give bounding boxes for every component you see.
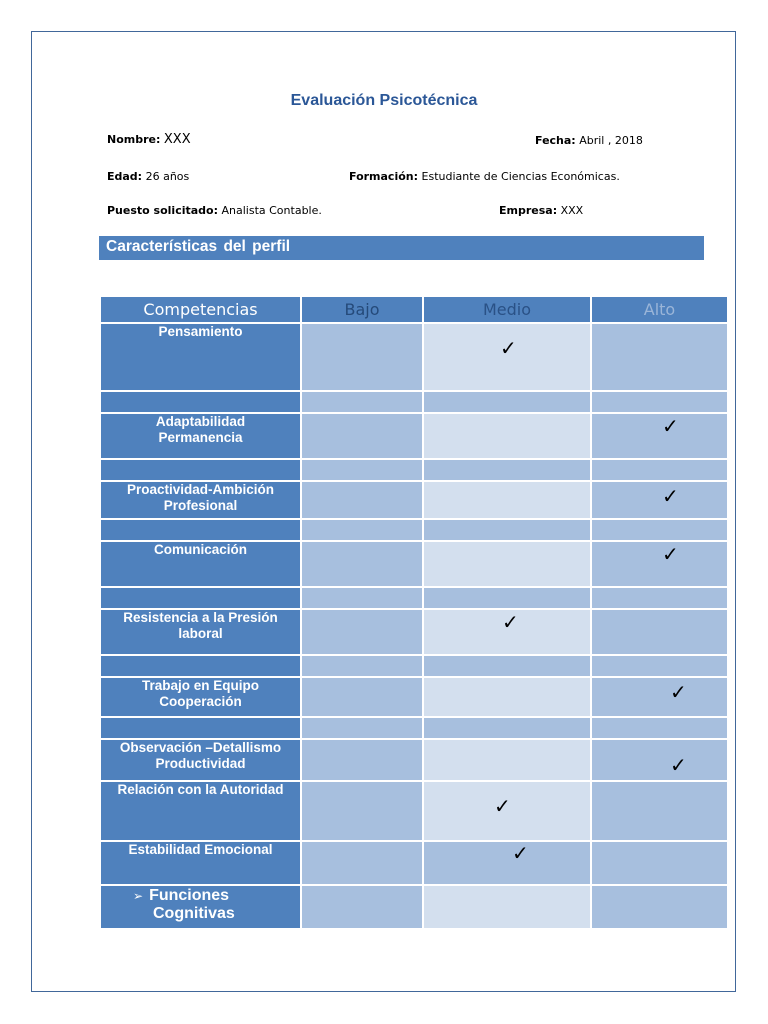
puesto-field <box>107 204 322 217</box>
level-cell-medio <box>423 739 591 781</box>
competencia-name <box>100 541 301 587</box>
table-row <box>100 413 728 459</box>
check-icon: ✓ <box>500 336 517 360</box>
nombre-label: Nombre: <box>107 133 161 146</box>
header-competencias: Competencias <box>100 296 301 323</box>
spacer-cell <box>423 655 591 677</box>
fecha-field <box>535 134 643 147</box>
competencia-name <box>100 481 301 519</box>
competencia-line1: Estabilidad Emocional <box>128 842 273 857</box>
level-cell-alto <box>591 481 728 519</box>
competencia-name <box>100 609 301 655</box>
spacer-row <box>100 391 728 413</box>
header-alto: Alto <box>591 296 728 323</box>
spacer-row <box>100 717 728 739</box>
spacer-cell <box>423 391 591 413</box>
competencia-line1: Trabajo en Equipo <box>141 678 259 693</box>
header-bajo: Bajo <box>301 296 423 323</box>
puesto-label: Puesto solicitado: <box>107 204 218 217</box>
spacer-cell <box>301 655 423 677</box>
competencia-line1: Observación –Detallismo <box>119 740 282 755</box>
competencia-line2: Profesional <box>163 498 238 513</box>
document-title: Evaluación Psicotécnica <box>290 92 478 109</box>
competencia-line1: Relación con la Autoridad <box>117 782 284 797</box>
spacer-cell <box>100 717 301 739</box>
spacer-row <box>100 519 728 541</box>
level-cell-alto <box>591 609 728 655</box>
level-cell-medio <box>423 841 591 885</box>
competencia-line2: Cooperación <box>159 694 242 709</box>
competencia-line2: Cognitivas <box>153 905 235 922</box>
competencia-line1: Adaptabilidad <box>155 414 246 429</box>
level-cell-bajo <box>301 541 423 587</box>
table-row <box>100 677 728 717</box>
spacer-cell <box>591 717 728 739</box>
level-cell-medio <box>423 413 591 459</box>
competencia-name <box>100 885 301 929</box>
spacer-cell <box>301 717 423 739</box>
check-icon: ✓ <box>670 753 687 777</box>
level-cell-alto <box>591 781 728 841</box>
nombre-field <box>107 132 191 147</box>
level-cell-alto <box>591 885 728 929</box>
spacer-cell <box>423 519 591 541</box>
level-cell-bajo <box>301 739 423 781</box>
edad-value: 26 años <box>145 170 190 183</box>
level-cell-bajo <box>301 323 423 391</box>
spacer-row <box>100 587 728 609</box>
table-row <box>100 541 728 587</box>
competencia-line1: Funciones <box>149 887 230 904</box>
level-cell-bajo <box>301 481 423 519</box>
level-cell-alto <box>591 677 728 717</box>
competencia-name <box>100 739 301 781</box>
spacer-cell <box>100 391 301 413</box>
section-title: Características del perfil <box>99 236 704 260</box>
header-medio: Medio <box>423 296 591 323</box>
level-cell-medio <box>423 781 591 841</box>
empresa-value: XXX <box>560 204 584 217</box>
spacer-cell <box>591 655 728 677</box>
spacer-cell <box>591 587 728 609</box>
competencia-line1: Proactividad-Ambición <box>126 482 275 497</box>
spacer-cell <box>301 391 423 413</box>
spacer-cell <box>301 587 423 609</box>
spacer-cell <box>591 459 728 481</box>
check-icon: ✓ <box>502 610 519 634</box>
formacion-value: Estudiante de Ciencias Económicas. <box>421 170 620 183</box>
level-cell-alto <box>591 541 728 587</box>
edad-field <box>107 170 189 183</box>
table-row <box>100 781 728 841</box>
level-cell-bajo <box>301 885 423 929</box>
spacer-cell <box>423 717 591 739</box>
competencia-name <box>100 323 301 391</box>
spacer-cell <box>301 459 423 481</box>
competencia-name <box>100 841 301 885</box>
level-cell-alto <box>591 841 728 885</box>
level-cell-medio <box>423 677 591 717</box>
level-cell-bajo <box>301 609 423 655</box>
competencia-line1: Comunicación <box>153 542 247 557</box>
level-cell-alto <box>591 413 728 459</box>
spacer-cell <box>591 519 728 541</box>
competencia-name <box>100 413 301 459</box>
check-icon: ✓ <box>512 841 529 865</box>
level-cell-bajo <box>301 841 423 885</box>
competencia-name <box>100 781 301 841</box>
competencias-table <box>99 295 729 930</box>
table-row <box>100 481 728 519</box>
spacer-row <box>100 459 728 481</box>
level-cell-medio <box>423 541 591 587</box>
level-cell-bajo <box>301 677 423 717</box>
formacion-field <box>349 170 620 183</box>
level-cell-bajo <box>301 781 423 841</box>
table-row <box>100 841 728 885</box>
spacer-cell <box>100 459 301 481</box>
level-cell-medio <box>423 323 591 391</box>
level-cell-alto <box>591 323 728 391</box>
spacer-cell <box>301 519 423 541</box>
check-icon: ✓ <box>670 680 687 704</box>
spacer-cell <box>423 459 591 481</box>
edad-label: Edad: <box>107 170 143 183</box>
competencia-line2: Productividad <box>155 756 246 771</box>
table-row <box>100 609 728 655</box>
competencia-line2: laboral <box>178 626 223 641</box>
spacer-cell <box>591 391 728 413</box>
table-row <box>100 323 728 391</box>
competencia-name <box>100 677 301 717</box>
table-row <box>100 739 728 781</box>
puesto-value: Analista Contable. <box>221 204 322 217</box>
spacer-cell <box>100 587 301 609</box>
competencia-line1: Resistencia a la Presión <box>123 610 278 625</box>
fecha-label: Fecha: <box>535 134 576 147</box>
bullet-arrow-icon: ➢ <box>133 889 144 903</box>
empresa-label: Empresa: <box>499 204 558 217</box>
competencia-line1: Pensamiento <box>158 324 243 339</box>
check-icon: ✓ <box>494 794 511 818</box>
check-icon: ✓ <box>662 484 679 508</box>
nombre-value: XXX <box>163 132 191 147</box>
competencia-line2: Permanencia <box>158 430 243 445</box>
spacer-cell <box>423 587 591 609</box>
spacer-cell <box>100 655 301 677</box>
level-cell-alto <box>591 739 728 781</box>
empresa-field <box>499 204 583 217</box>
level-cell-medio <box>423 481 591 519</box>
level-cell-bajo <box>301 413 423 459</box>
check-icon: ✓ <box>662 542 679 566</box>
spacer-cell <box>100 519 301 541</box>
formacion-label: Formación: <box>349 170 419 183</box>
spacer-row <box>100 655 728 677</box>
check-icon: ✓ <box>662 414 679 438</box>
fecha-value: Abril , 2018 <box>579 134 643 147</box>
level-cell-medio <box>423 885 591 929</box>
level-cell-medio <box>423 609 591 655</box>
table-row <box>100 885 728 929</box>
